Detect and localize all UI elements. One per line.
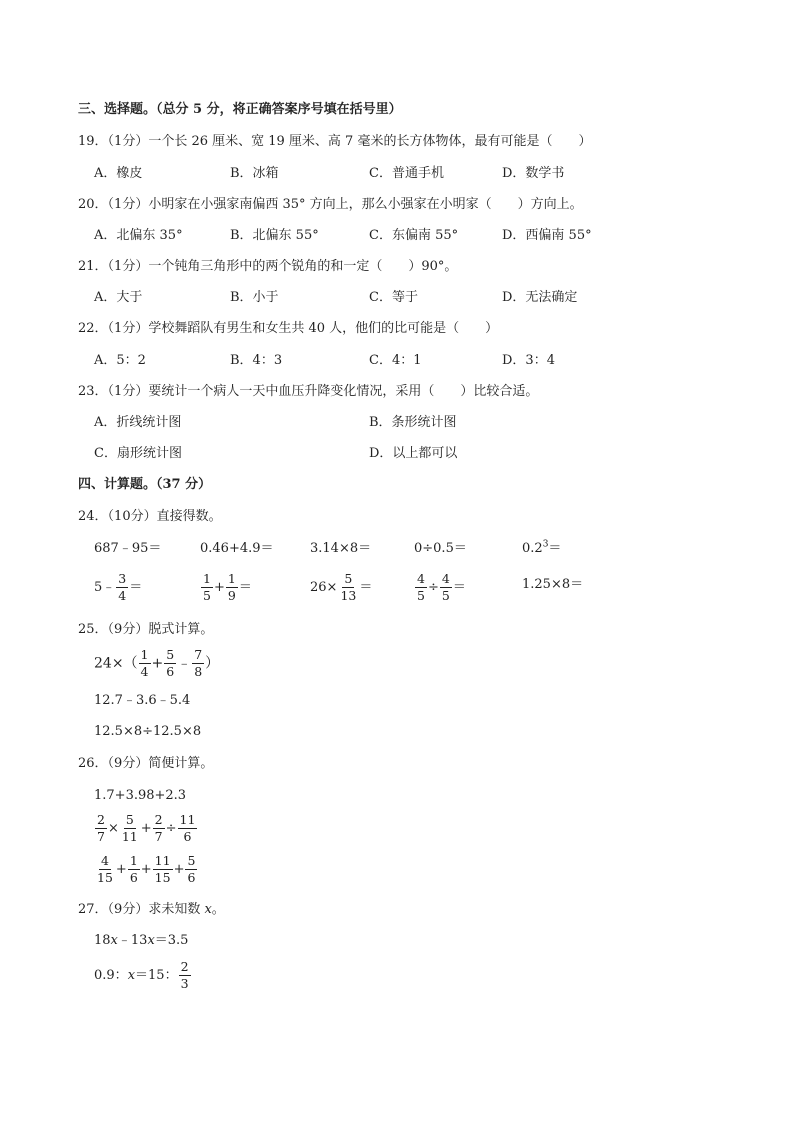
term: ＝3.5	[154, 933, 189, 948]
term: ＝15：	[135, 968, 178, 983]
equals: ＝	[452, 580, 466, 595]
operator: +	[140, 821, 152, 836]
q24-expr-9	[414, 572, 466, 603]
q21-option-a: A．大于	[94, 290, 143, 305]
q22-option-a: A．5：2	[94, 353, 146, 368]
operator: ÷	[165, 821, 177, 836]
fraction: $\frac{2}{7}$	[97, 812, 105, 844]
operator: ÷	[427, 580, 439, 595]
q19-option-b: B．冰箱	[230, 166, 279, 181]
q22-option-b: B．4：3	[230, 353, 283, 368]
fraction: $\frac{7}{8}$	[194, 647, 203, 679]
q21-option-b: B．小于	[230, 290, 279, 305]
q27-expr-2	[94, 960, 192, 991]
power-exponent: 3	[542, 539, 549, 550]
fraction: $\frac{5}{11}$	[121, 812, 138, 844]
stem-end: 。	[211, 902, 225, 917]
q22-option-d: D．3：4	[502, 353, 555, 368]
term: 26×	[310, 580, 338, 595]
fraction: $\frac{4}{5}$	[441, 571, 450, 603]
paren: ）	[205, 655, 220, 672]
q22-stem: 22．（1分）学校舞蹈队有男生和女生共 40 人，他们的比可能是（ ）	[78, 321, 499, 336]
q20-option-a: A．北偏东 35°	[94, 228, 183, 243]
q25-expr-1	[94, 648, 219, 679]
fraction: $\frac{11}{15}$	[154, 853, 171, 885]
power-base: 0.2	[522, 541, 543, 556]
operator: +	[173, 862, 185, 877]
q21-option-d: D．无法确定	[502, 290, 578, 305]
q19-stem: 19．（1分）一个长 26 厘米、宽 19 厘米、高 7 毫米的长方体物体，最有可能是（ ）	[78, 134, 592, 149]
q20-option-d: D．西偏南 55°	[502, 228, 592, 243]
term: 18	[94, 933, 111, 948]
q27-expr-1	[94, 933, 188, 949]
operator: ×	[107, 821, 119, 836]
fraction: $\frac{1}{5}$	[203, 571, 211, 603]
equals: ＝	[359, 580, 373, 595]
variable-x: x	[127, 968, 136, 983]
q27-stem	[78, 902, 225, 918]
term: 24×（	[94, 655, 138, 672]
fraction: $\frac{4}{15}$	[97, 853, 113, 885]
variable-x: x	[147, 933, 155, 948]
q19-option-c: C．普通手机	[369, 166, 444, 181]
q25-expr-3: 12.5×8÷12.5×8	[94, 724, 202, 739]
fraction: $\frac{4}{5}$	[417, 571, 425, 603]
q26-expr-1: 1.7+3.98+2.3	[94, 788, 187, 803]
q24-expr-2: 0.46+4.9＝	[200, 541, 274, 556]
variable-x: x	[204, 902, 212, 917]
q20-stem: 20．（1分）小明家在小强家南偏西 35° 方向上，那么小强家在小明家（ ）方向上。	[78, 197, 583, 212]
q26-expr-3	[94, 854, 198, 885]
q24-expr-8	[310, 572, 372, 603]
operator: +	[213, 580, 225, 595]
section-4-title: 四、计算题。（37 分）	[78, 477, 212, 492]
q25-expr-2: 12.7﹣3.6﹣5.4	[94, 693, 191, 708]
operator: +	[115, 862, 127, 877]
operator: +	[140, 862, 152, 877]
variable-x: x	[110, 933, 118, 948]
q20-option-c: C．东偏南 55°	[369, 228, 459, 243]
equals: ＝	[238, 580, 252, 595]
section-3-title: 三、选择题。（总分 5 分，将正确答案序号填在括号里）	[78, 102, 402, 117]
fraction: $\frac{2}{7}$	[154, 812, 163, 844]
q24-expr-3: 3.14×8＝	[310, 541, 372, 556]
q21-stem: 21．（1分）一个钝角三角形中的两个锐角的和一定（ ）90°。	[78, 259, 458, 274]
q26-expr-2	[94, 813, 198, 844]
q21-option-c: C．等于	[369, 290, 418, 305]
q24-expr-7	[200, 572, 252, 603]
term: 5﹣	[94, 580, 116, 595]
equals: ＝	[129, 580, 143, 595]
fraction: $\frac{1}{9}$	[227, 571, 236, 603]
q22-option-c: C．4：1	[369, 353, 422, 368]
q23-option-a: A．折线统计图	[94, 415, 182, 430]
q25-stem: 25．（9分）脱式计算。	[78, 622, 214, 637]
operator: +	[151, 655, 164, 672]
q19-option-a: A．橡皮	[94, 166, 143, 181]
q24-stem: 24．（10分）直接得数。	[78, 509, 222, 524]
fraction: $\frac{5}{6}$	[187, 853, 196, 885]
term: ﹣13	[117, 933, 148, 948]
q24-expr-6	[94, 572, 142, 603]
term: 0.9：	[94, 968, 128, 983]
q19-option-d: D．数学书	[502, 166, 565, 181]
fraction: $\frac{5}{6}$	[166, 647, 175, 679]
q23-option-c: C．扇形统计图	[94, 446, 182, 461]
equals: ＝	[548, 541, 562, 556]
q23-stem: 23．（1分）要统计一个病人一天中血压升降变化情况，采用（ ）比较合适。	[78, 384, 539, 399]
q20-option-b: B．北偏东 55°	[230, 228, 319, 243]
fraction: $\frac{5}{13}$	[340, 571, 357, 603]
q26-stem: 26．（9分）简便计算。	[78, 756, 214, 771]
operator: ﹣	[177, 655, 192, 672]
q24-expr-5	[522, 541, 561, 557]
fraction: $\frac{1}{6}$	[129, 853, 138, 885]
fraction: $\frac{2}{3}$	[180, 959, 189, 991]
q23-option-d: D．以上都可以	[369, 446, 458, 461]
q24-expr-1: 687﹣95＝	[94, 541, 162, 556]
fraction: $\frac{11}{6}$	[179, 812, 196, 844]
fraction: $\frac{1}{4}$	[140, 647, 149, 679]
q23-option-b: B．条形统计图	[369, 415, 457, 430]
stem-text: 27．（9分）求未知数	[78, 902, 205, 917]
fraction: $\frac{3}{4}$	[118, 571, 127, 603]
q24-expr-4: 0÷0.5＝	[414, 541, 467, 556]
q24-expr-10: 1.25×8＝	[522, 577, 584, 592]
